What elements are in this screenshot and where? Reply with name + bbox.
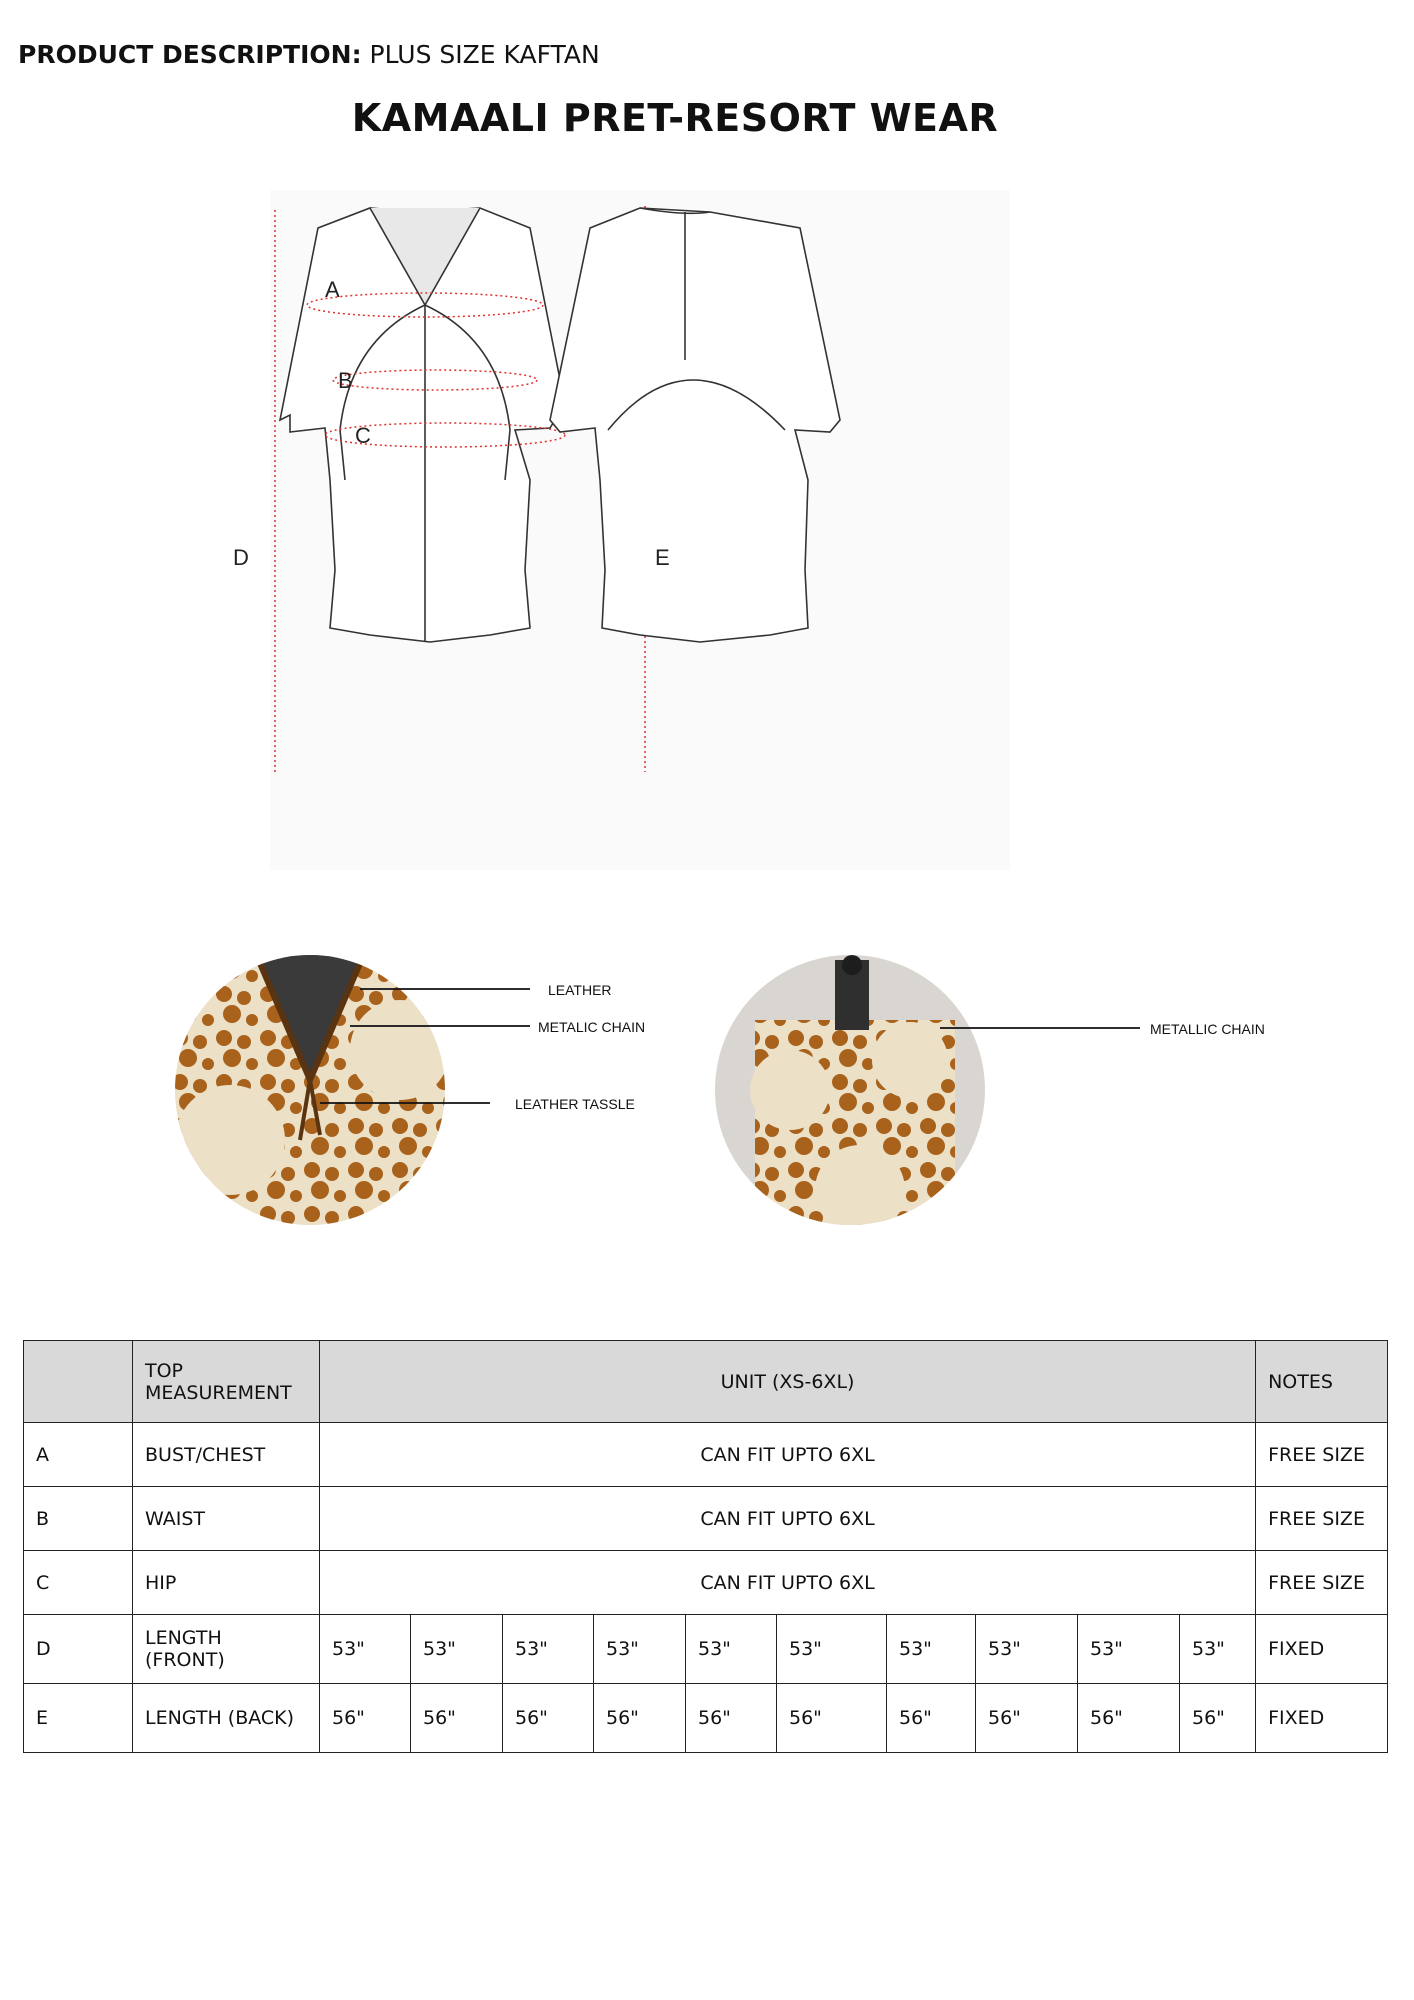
product-description-value: PLUS SIZE KAFTAN <box>369 40 600 69</box>
size-value-cell: 53" <box>1180 1615 1256 1684</box>
header-notes-cell: NOTES <box>1256 1341 1388 1423</box>
size-value-cell: 56" <box>976 1684 1078 1753</box>
marker-e: E <box>655 545 670 570</box>
callout-leather: LEATHER <box>548 982 612 998</box>
row-merged-value: CAN FIT UPTO 6XL <box>320 1487 1256 1551</box>
front-detail-photo <box>170 940 470 1240</box>
header-code-cell <box>24 1341 133 1423</box>
technical-sketch <box>230 180 1050 880</box>
measurement-table <box>23 1340 1388 1753</box>
header-measurement-cell: TOP MEASUREMENT <box>133 1341 320 1423</box>
product-description-label: PRODUCT DESCRIPTION: <box>18 40 362 69</box>
size-value-cell: 56" <box>1180 1684 1256 1753</box>
marker-d: D <box>233 545 249 570</box>
size-value-cell: 53" <box>320 1615 411 1684</box>
size-value-cell: 56" <box>887 1684 976 1753</box>
size-value-cell: 53" <box>686 1615 777 1684</box>
size-value-cell: 56" <box>777 1684 887 1753</box>
page-title: KAMAALI PRET-RESORT WEAR <box>351 96 999 140</box>
row-code: A <box>24 1423 133 1487</box>
product-description <box>18 40 600 69</box>
measurement-table-wrapper <box>23 1340 1387 1753</box>
row-code: B <box>24 1487 133 1551</box>
size-value-cell: 53" <box>777 1615 887 1684</box>
size-value-cell: 56" <box>411 1684 503 1753</box>
row-measurement: WAIST <box>133 1487 320 1551</box>
row-code: D <box>24 1615 133 1684</box>
row-measurement: LENGTH (BACK) <box>133 1684 320 1753</box>
callout-metalic-chain: METALIC CHAIN <box>538 1019 646 1035</box>
size-value-cell: 56" <box>320 1684 411 1753</box>
row-measurement: BUST/CHEST <box>133 1423 320 1487</box>
callout-metallic-chain: METALLIC CHAIN <box>1150 1021 1265 1037</box>
marker-a: A <box>325 277 340 302</box>
row-merged-value: CAN FIT UPTO 6XL <box>320 1551 1256 1615</box>
table-row <box>24 1684 1388 1753</box>
size-value-cell: 53" <box>594 1615 686 1684</box>
size-value-cell: 53" <box>411 1615 503 1684</box>
size-value-cell: 53" <box>1078 1615 1180 1684</box>
callout-leather-tassle: LEATHER TASSLE <box>515 1096 635 1112</box>
row-measurement: LENGTH (FRONT) <box>133 1615 320 1684</box>
row-notes: FREE SIZE <box>1256 1423 1388 1487</box>
row-notes: FIXED <box>1256 1684 1388 1753</box>
row-merged-value: CAN FIT UPTO 6XL <box>320 1423 1256 1487</box>
back-detail-photo <box>710 940 990 1250</box>
table-row <box>24 1487 1388 1551</box>
row-code: E <box>24 1684 133 1753</box>
row-notes: FREE SIZE <box>1256 1551 1388 1615</box>
size-value-cell: 56" <box>1078 1684 1180 1753</box>
table-row <box>24 1551 1388 1615</box>
size-value-cell: 53" <box>503 1615 594 1684</box>
marker-b: B <box>338 368 353 393</box>
marker-c: C <box>355 423 371 448</box>
size-value-cell: 56" <box>503 1684 594 1753</box>
size-value-cell: 53" <box>887 1615 976 1684</box>
size-value-cell: 56" <box>686 1684 777 1753</box>
table-row <box>24 1615 1388 1684</box>
size-value-cell: 53" <box>976 1615 1078 1684</box>
header-unit-cell: UNIT (XS-6XL) <box>320 1341 1256 1423</box>
table-header-row <box>24 1341 1388 1423</box>
size-value-cell: 56" <box>594 1684 686 1753</box>
table-row <box>24 1423 1388 1487</box>
row-notes: FIXED <box>1256 1615 1388 1684</box>
detail-callouts <box>170 940 1320 1250</box>
row-code: C <box>24 1551 133 1615</box>
row-notes: FREE SIZE <box>1256 1487 1388 1551</box>
row-measurement: HIP <box>133 1551 320 1615</box>
